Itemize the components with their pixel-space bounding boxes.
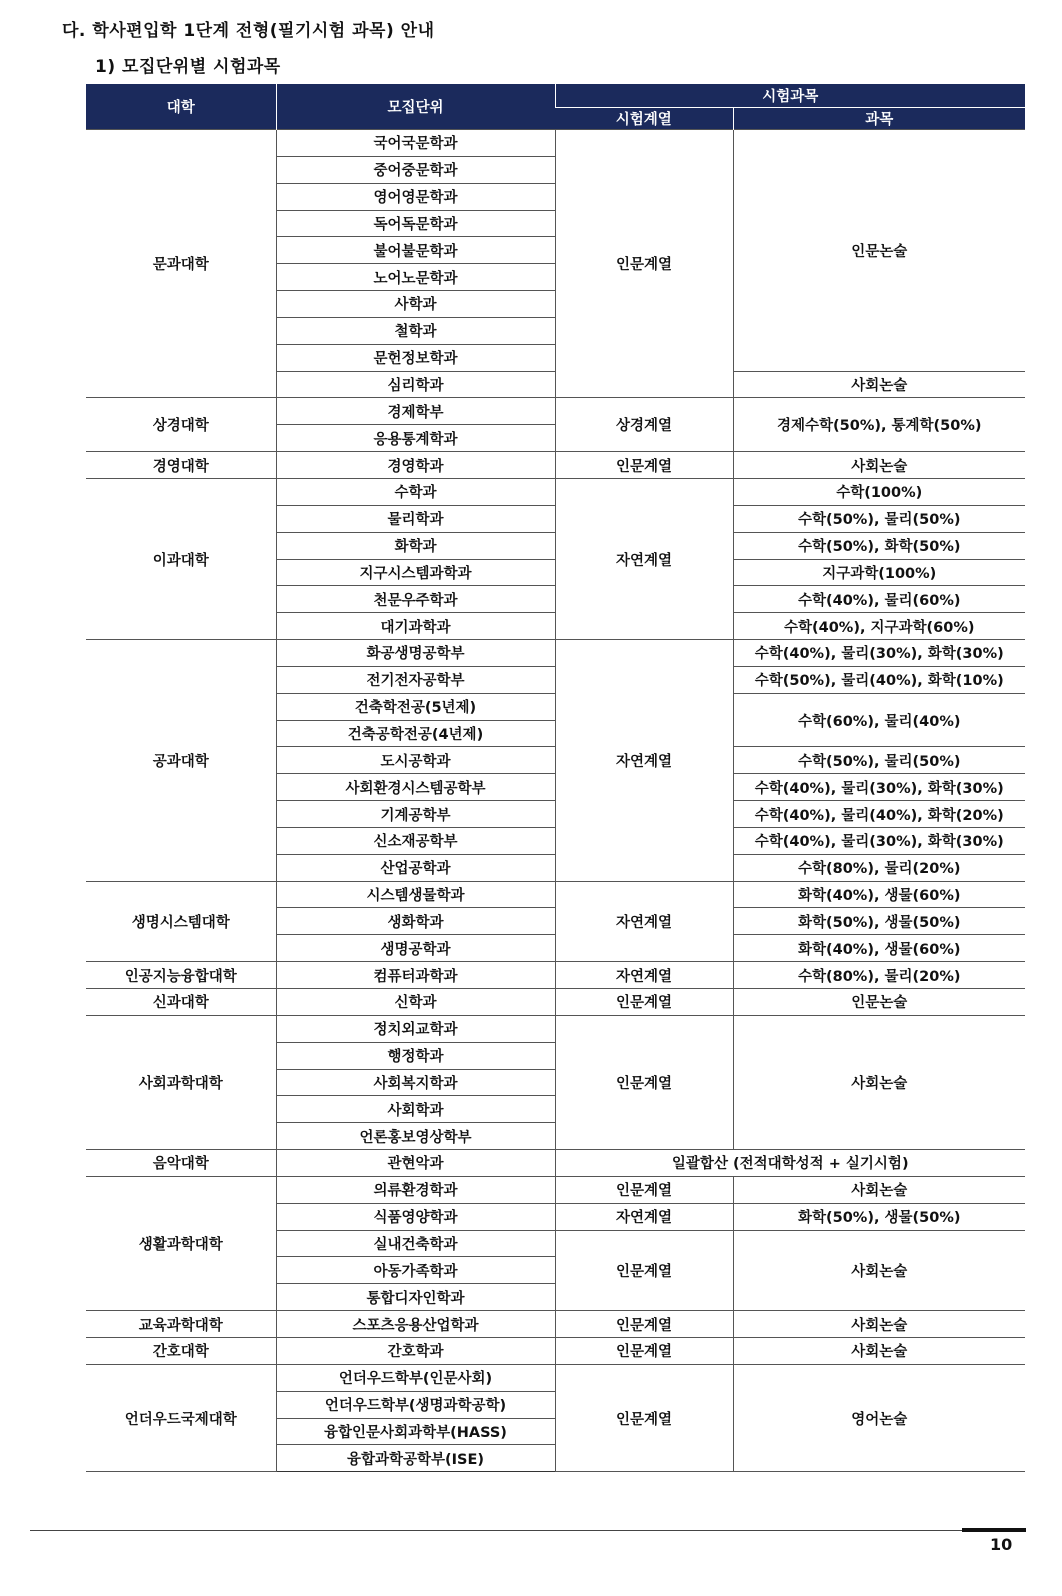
subject-cell: 사회논술 [733, 452, 1025, 479]
college-cell: 교육과학대학 [86, 1311, 276, 1338]
unit-cell: 융합과학공학부(ISE) [276, 1445, 555, 1472]
college-cell: 간호대학 [86, 1337, 276, 1364]
unit-cell: 건축공학전공(4년제) [276, 720, 555, 747]
table-header [86, 84, 1025, 130]
track-cell: 자연계열 [555, 640, 733, 882]
unit-cell: 불어불문학과 [276, 237, 555, 264]
unit-cell: 컴퓨터과학과 [276, 962, 555, 989]
unit-cell: 식품영양학과 [276, 1203, 555, 1230]
track-cell: 인문계열 [555, 1311, 733, 1338]
unit-cell: 지구시스템과학과 [276, 559, 555, 586]
subject-cell: 수학(50%), 물리(50%) [733, 505, 1025, 532]
track-cell: 인문계열 [555, 1176, 733, 1203]
subject-cell: 인문논술 [733, 989, 1025, 1016]
unit-cell: 기계공학부 [276, 801, 555, 828]
subsection-heading: 1) 모집단위별 시험과목 [95, 57, 281, 77]
subject-cell: 사회논술 [733, 1176, 1025, 1203]
track-cell: 자연계열 [555, 1203, 733, 1230]
unit-cell: 행정학과 [276, 1042, 555, 1069]
track-cell: 인문계열 [555, 1364, 733, 1471]
unit-cell: 경영학과 [276, 452, 555, 479]
unit-cell: 천문우주학과 [276, 586, 555, 613]
footer-rule [30, 1530, 1026, 1531]
track-cell: 인문계열 [555, 452, 733, 479]
unit-cell: 융합인문사회과학부(HASS) [276, 1418, 555, 1445]
unit-cell: 사학과 [276, 291, 555, 318]
unit-cell: 언더우드학부(인문사회) [276, 1364, 555, 1391]
college-cell: 상경대학 [86, 398, 276, 452]
unit-cell: 철학과 [276, 317, 555, 344]
unit-cell: 관현악과 [276, 1150, 555, 1177]
unit-cell: 물리학과 [276, 505, 555, 532]
track-cell: 인문계열 [555, 989, 733, 1016]
unit-cell: 생명공학과 [276, 935, 555, 962]
subject-cell: 수학(40%), 지구과학(60%) [733, 613, 1025, 640]
unit-cell: 대기과학과 [276, 613, 555, 640]
track-cell: 인문계열 [555, 1230, 733, 1311]
table-row [86, 640, 1025, 667]
unit-cell: 언더우드학부(생명과학공학) [276, 1391, 555, 1418]
unit-cell: 영어영문학과 [276, 183, 555, 210]
table-row [86, 989, 1025, 1016]
unit-cell: 심리학과 [276, 371, 555, 398]
college-cell: 사회과학대학 [86, 1015, 276, 1149]
subject-cell: 사회논술 [733, 1230, 1025, 1311]
college-cell: 문과대학 [86, 130, 276, 398]
subject-cell: 화학(50%), 생물(50%) [733, 1203, 1025, 1230]
subject-cell: 수학(40%), 물리(60%) [733, 586, 1025, 613]
college-cell: 생명시스템대학 [86, 881, 276, 962]
subject-cell: 지구과학(100%) [733, 559, 1025, 586]
track-cell: 자연계열 [555, 478, 733, 639]
unit-cell: 경제학부 [276, 398, 555, 425]
footer-accent-bar [962, 1528, 1026, 1532]
unit-cell: 신학과 [276, 989, 555, 1016]
unit-cell: 산업공학과 [276, 854, 555, 881]
subject-cell: 인문논술 [733, 130, 1025, 372]
unit-cell: 언론홍보영상학부 [276, 1123, 555, 1150]
unit-cell: 사회환경시스템공학부 [276, 774, 555, 801]
college-cell: 생활과학대학 [86, 1176, 276, 1310]
unit-cell: 독어독문학과 [276, 210, 555, 237]
subject-cell: 수학(50%), 물리(40%), 화학(10%) [733, 666, 1025, 693]
subject-cell: 화학(50%), 생물(50%) [733, 908, 1025, 935]
subject-cell: 사회논술 [733, 1015, 1025, 1149]
table-row [86, 881, 1025, 908]
unit-cell: 건축학전공(5년제) [276, 693, 555, 720]
college-cell: 인공지능융합대학 [86, 962, 276, 989]
unit-cell: 정치외교학과 [276, 1015, 555, 1042]
subject-cell: 사회논술 [733, 371, 1025, 398]
subject-cell: 수학(40%), 물리(30%), 화학(30%) [733, 640, 1025, 667]
header-exam-subjects: 시험과목 [555, 84, 1025, 108]
unit-cell: 아동가족학과 [276, 1257, 555, 1284]
table-row [86, 1150, 1025, 1177]
table-row [86, 962, 1025, 989]
unit-cell: 사회복지학과 [276, 1069, 555, 1096]
merged-exam-cell: 일괄합산 (전적대학성적 + 실기시험) [555, 1150, 1025, 1177]
unit-cell: 간호학과 [276, 1337, 555, 1364]
exam-subjects-table [86, 84, 1025, 1472]
unit-cell: 생화학과 [276, 908, 555, 935]
table-row [86, 1015, 1025, 1042]
unit-cell: 문헌정보학과 [276, 344, 555, 371]
unit-cell: 사회학과 [276, 1096, 555, 1123]
unit-cell: 화학과 [276, 532, 555, 559]
subject-cell: 수학(40%), 물리(30%), 화학(30%) [733, 827, 1025, 854]
unit-cell: 도시공학과 [276, 747, 555, 774]
table-row [86, 1176, 1025, 1203]
subject-cell: 사회논술 [733, 1311, 1025, 1338]
college-cell: 공과대학 [86, 640, 276, 882]
header-unit: 모집단위 [276, 84, 555, 130]
unit-cell: 스포츠응용산업학과 [276, 1311, 555, 1338]
college-cell: 언더우드국제대학 [86, 1364, 276, 1471]
college-cell: 이과대학 [86, 478, 276, 639]
track-cell: 상경계열 [555, 398, 733, 452]
unit-cell: 중어중문학과 [276, 156, 555, 183]
subject-cell: 수학(80%), 물리(20%) [733, 962, 1025, 989]
track-cell: 자연계열 [555, 881, 733, 962]
table-row [86, 452, 1025, 479]
college-cell: 신과대학 [86, 989, 276, 1016]
subject-cell: 수학(40%), 물리(30%), 화학(30%) [733, 774, 1025, 801]
table-body [86, 130, 1025, 1472]
subject-cell: 사회논술 [733, 1337, 1025, 1364]
subject-cell: 영어논술 [733, 1364, 1025, 1471]
table-row [86, 398, 1025, 425]
unit-cell: 응용통계학과 [276, 425, 555, 452]
subject-cell: 수학(50%), 물리(50%) [733, 747, 1025, 774]
table-row [86, 1311, 1025, 1338]
unit-cell: 전기전자공학부 [276, 666, 555, 693]
unit-cell: 시스템생물학과 [276, 881, 555, 908]
header-track: 시험계열 [555, 108, 733, 130]
college-cell: 경영대학 [86, 452, 276, 479]
subject-cell: 수학(100%) [733, 478, 1025, 505]
track-cell: 자연계열 [555, 962, 733, 989]
section-heading: 다. 학사편입학 1단계 전형(필기시험 과목) 안내 [62, 21, 435, 41]
unit-cell: 화공생명공학부 [276, 640, 555, 667]
subject-cell: 경제수학(50%), 통계학(50%) [733, 398, 1025, 452]
page-number: 10 [990, 1535, 1013, 1554]
unit-cell: 신소재공학부 [276, 827, 555, 854]
header-subject: 과목 [733, 108, 1025, 130]
table-row [86, 130, 1025, 157]
unit-cell: 수학과 [276, 478, 555, 505]
unit-cell: 의류환경학과 [276, 1176, 555, 1203]
subject-cell: 화학(40%), 생물(60%) [733, 881, 1025, 908]
subject-cell: 수학(60%), 물리(40%) [733, 693, 1025, 747]
header-college: 대학 [86, 84, 276, 130]
track-cell: 인문계열 [555, 1337, 733, 1364]
college-cell: 음악대학 [86, 1150, 276, 1177]
unit-cell: 실내건축학과 [276, 1230, 555, 1257]
unit-cell: 국어국문학과 [276, 130, 555, 157]
subject-cell: 수학(50%), 화학(50%) [733, 532, 1025, 559]
track-cell: 인문계열 [555, 130, 733, 398]
subject-cell: 수학(40%), 물리(40%), 화학(20%) [733, 801, 1025, 828]
table-row [86, 1364, 1025, 1391]
track-cell: 인문계열 [555, 1015, 733, 1149]
table-row [86, 1337, 1025, 1364]
table-row [86, 478, 1025, 505]
subject-cell: 화학(40%), 생물(60%) [733, 935, 1025, 962]
unit-cell: 노어노문학과 [276, 264, 555, 291]
unit-cell: 통합디자인학과 [276, 1284, 555, 1311]
subject-cell: 수학(80%), 물리(20%) [733, 854, 1025, 881]
